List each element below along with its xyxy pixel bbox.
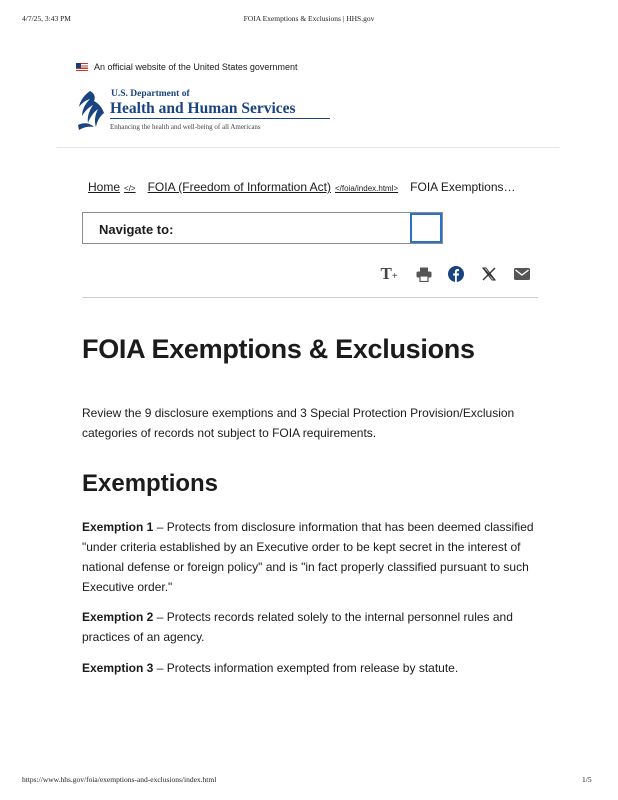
print-url: https://www.hhs.gov/foia/exemptions-and-exclusions/index.html — [22, 775, 217, 784]
share-divider — [82, 297, 538, 298]
exemption-item — [82, 517, 542, 597]
section-title-exemptions: Exemptions — [82, 470, 219, 497]
breadcrumb-home-url: </> — [124, 184, 136, 193]
navigate-toggle-button[interactable] — [410, 213, 442, 243]
print-button[interactable] — [413, 264, 435, 284]
logo-tagline: Enhancing the health and well-being of all Americans — [110, 123, 261, 131]
print-icon — [416, 267, 432, 282]
x-icon — [482, 267, 496, 281]
exemption-text: – Protects information exempted from release by statute. — [153, 661, 459, 675]
exemption-text: – Protects from disclosure information that has been deemed classified "under criteria established by an Executive order to be kept secret in the interest of national defense or foreign policy" and is "in fact properly classified pursuant to such Executive order." — [82, 520, 534, 594]
exemption-name: Exemption 1 — [82, 520, 154, 534]
logo-department-line: U.S. Department of — [111, 89, 190, 99]
email-share-button[interactable] — [511, 264, 533, 284]
facebook-share-button[interactable] — [445, 264, 467, 284]
logo-divider — [110, 118, 330, 119]
print-page-number: 1/5 — [582, 775, 592, 784]
x-share-button[interactable] — [478, 264, 500, 284]
facebook-icon — [448, 266, 464, 282]
navigate-to-label: Navigate to: — [99, 222, 174, 237]
page-title: FOIA Exemptions & Exclusions — [82, 334, 475, 364]
text-size-button[interactable]: T + — [380, 264, 398, 283]
breadcrumb-current: FOIA Exemptions… — [410, 180, 516, 194]
intro-paragraph: Review the 9 disclosure exemptions and 3 Special Protection Provision/Exclusion categories of records not subject to FOIA requirements. — [82, 406, 515, 440]
navigate-to-menu[interactable] — [82, 212, 443, 244]
breadcrumb-home-link[interactable]: Home — [88, 180, 121, 194]
gov-banner — [76, 62, 297, 72]
exemption-item — [82, 607, 542, 647]
hhs-eagle-icon — [76, 89, 106, 133]
print-datetime: 4/7/25, 3:43 PM — [22, 14, 71, 23]
exemption-name: Exemption 3 — [82, 661, 154, 675]
exemption-item — [82, 658, 542, 678]
print-page-title: FOIA Exemptions & Exclusions | HHS.gov — [243, 14, 375, 23]
exemption-name: Exemption 2 — [82, 610, 154, 624]
header-divider — [57, 147, 559, 148]
breadcrumb-foia-link[interactable]: FOIA (Freedom of Information Act) — [147, 180, 331, 194]
us-flag-icon — [76, 63, 88, 71]
breadcrumb — [88, 180, 516, 194]
logo-agency-name: Health and Human Services — [110, 100, 296, 117]
hhs-logo[interactable] — [76, 89, 330, 133]
exemption-text: – Protects records related solely to the internal personnel rules and practices of an agency. — [82, 610, 513, 644]
email-icon — [514, 268, 530, 280]
breadcrumb-foia-url: </foia/index.html> — [335, 184, 399, 193]
gov-banner-text: An official website of the United States government — [94, 62, 298, 72]
